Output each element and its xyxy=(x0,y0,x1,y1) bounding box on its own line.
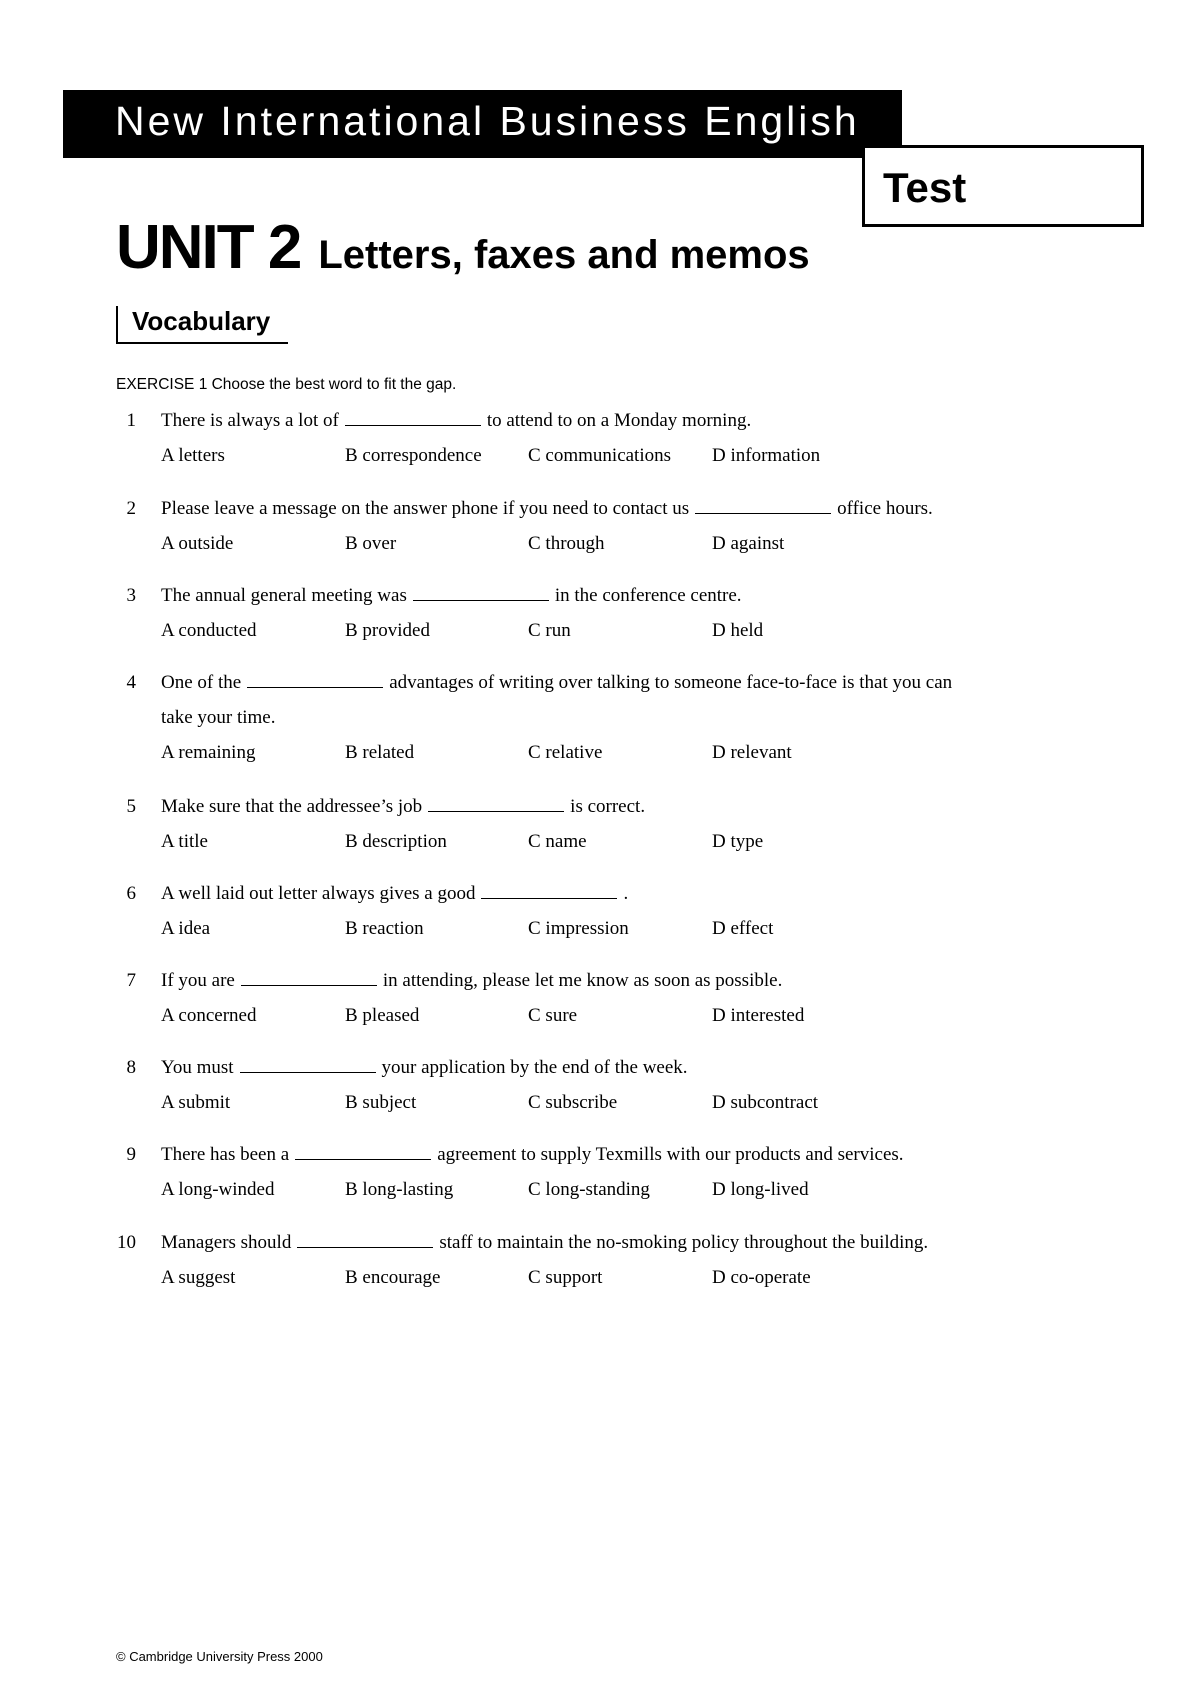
answer-option: A long-winded xyxy=(161,1179,275,1200)
question-text-after-gap: agreement to supply Texmills with our products and services. xyxy=(437,1144,904,1165)
question-number: 6 xyxy=(126,883,136,904)
question-text xyxy=(161,1232,928,1254)
question-text-after-gap: is correct. xyxy=(570,796,646,817)
question-text xyxy=(161,796,645,818)
question-text-before-gap: Please leave a message on the answer phone if you need to contact us xyxy=(161,498,690,519)
question-text-before-gap: Make sure that the addressee’s job xyxy=(161,796,423,817)
question-number: 7 xyxy=(126,970,136,991)
answer-gap xyxy=(295,1144,431,1160)
answer-option: B description xyxy=(345,831,447,852)
question-text xyxy=(161,498,933,520)
answer-option: D subcontract xyxy=(712,1092,819,1113)
answer-option: A submit xyxy=(161,1092,231,1113)
answer-option: B pleased xyxy=(345,1005,420,1026)
unit-heading xyxy=(116,212,810,283)
answer-option: C communications xyxy=(528,445,672,466)
answer-option: A concerned xyxy=(161,1005,257,1026)
answer-option: C sure xyxy=(528,1005,578,1026)
test-label-box xyxy=(862,145,1144,227)
answer-gap xyxy=(413,585,549,601)
answer-gap xyxy=(345,410,481,426)
answer-option: B long-lasting xyxy=(345,1179,454,1200)
question-text-before-gap: There has been a xyxy=(161,1144,290,1165)
question-text xyxy=(161,1057,688,1079)
answer-option: A title xyxy=(161,831,208,852)
answer-option: C support xyxy=(528,1267,603,1288)
exercise-instruction: EXERCISE 1 Choose the best word to fit the gap. xyxy=(116,376,457,393)
title-banner xyxy=(63,90,902,158)
question-text-after-gap: to attend to on a Monday morning. xyxy=(486,410,752,431)
copyright-footer: © Cambridge University Press 2000 xyxy=(116,1649,323,1664)
question-text-after-gap: office hours. xyxy=(837,498,933,519)
answer-option: D held xyxy=(712,620,764,641)
answer-option: B provided xyxy=(345,620,430,641)
question-number: 10 xyxy=(117,1232,136,1253)
question-number: 8 xyxy=(126,1057,136,1078)
answer-gap xyxy=(428,796,564,812)
answer-option: C relative xyxy=(528,742,603,763)
unit-title: Letters, faxes and memos xyxy=(318,233,810,277)
question-text-before-gap: Managers should xyxy=(161,1232,292,1253)
question-text xyxy=(161,970,782,992)
section-heading xyxy=(116,306,288,344)
answer-gap xyxy=(297,1232,433,1248)
answer-option: D long-lived xyxy=(712,1179,809,1200)
answer-option: A letters xyxy=(161,445,225,466)
section-heading-label: Vocabulary xyxy=(132,306,271,336)
question-text-before-gap: If you are xyxy=(161,970,235,991)
question-text xyxy=(161,410,751,432)
answer-option: B subject xyxy=(345,1092,417,1113)
answer-option: A conducted xyxy=(161,620,257,641)
answer-option: D type xyxy=(712,831,764,852)
answer-option: A remaining xyxy=(161,742,256,763)
answer-option: D interested xyxy=(712,1005,805,1026)
question-number: 2 xyxy=(126,498,136,519)
test-label: Test xyxy=(883,164,967,211)
question-number: 9 xyxy=(126,1144,136,1165)
question-text-before-gap: The annual general meeting was xyxy=(161,585,407,606)
answer-option: A outside xyxy=(161,533,234,554)
answer-option: C name xyxy=(528,831,587,852)
answer-gap xyxy=(247,672,383,688)
answer-option: D effect xyxy=(712,918,774,939)
question-text-before-gap: There is always a lot of xyxy=(161,410,339,431)
question-number: 3 xyxy=(126,585,136,606)
question-text xyxy=(161,1144,904,1166)
question-text-before-gap: You must xyxy=(161,1057,234,1078)
answer-option: B related xyxy=(345,742,415,763)
question-text-after-gap: . xyxy=(623,883,629,904)
answer-gap xyxy=(481,883,617,899)
question-number: 4 xyxy=(126,672,136,693)
answer-option: B correspondence xyxy=(345,445,482,466)
question-number: 1 xyxy=(126,410,136,431)
question-text-after-gap: your application by the end of the week. xyxy=(381,1057,688,1078)
question-text xyxy=(161,883,628,905)
question-text-continuation: take your time. xyxy=(161,707,276,728)
answer-option: C through xyxy=(528,533,605,554)
answer-gap xyxy=(241,970,377,986)
answer-option: B over xyxy=(345,533,397,554)
question-text xyxy=(161,585,742,607)
unit-number: UNIT 2 xyxy=(116,213,301,282)
question-text-after-gap: in the conference centre. xyxy=(554,585,742,606)
answer-option: C impression xyxy=(528,918,629,939)
question-text-after-gap: in attending, please let me know as soon as possible. xyxy=(382,970,783,991)
answer-gap xyxy=(695,498,831,514)
question-text-before-gap: One of the xyxy=(161,672,242,693)
answer-gap xyxy=(240,1057,376,1073)
answer-option: B encourage xyxy=(345,1267,441,1288)
answer-option: B reaction xyxy=(345,918,424,939)
answer-option: D against xyxy=(712,533,785,554)
answer-option: C subscribe xyxy=(528,1092,618,1113)
answer-option: C long-standing xyxy=(528,1179,650,1200)
question-text xyxy=(161,672,952,694)
answer-option: D relevant xyxy=(712,742,792,763)
answer-option: C run xyxy=(528,620,571,641)
question-text-after-gap: advantages of writing over talking to someone face-to-face is that you can xyxy=(389,672,953,693)
question-text-after-gap: staff to maintain the no-smoking policy throughout the building. xyxy=(439,1232,929,1253)
answer-option: D information xyxy=(712,445,821,466)
banner-title: New International Business English xyxy=(115,98,860,144)
question-text-before-gap: A well laid out letter always gives a good xyxy=(161,883,476,904)
answer-option: A idea xyxy=(161,918,211,939)
answer-option: A suggest xyxy=(161,1267,236,1288)
question-number: 5 xyxy=(126,796,136,817)
answer-option: D co-operate xyxy=(712,1267,811,1288)
